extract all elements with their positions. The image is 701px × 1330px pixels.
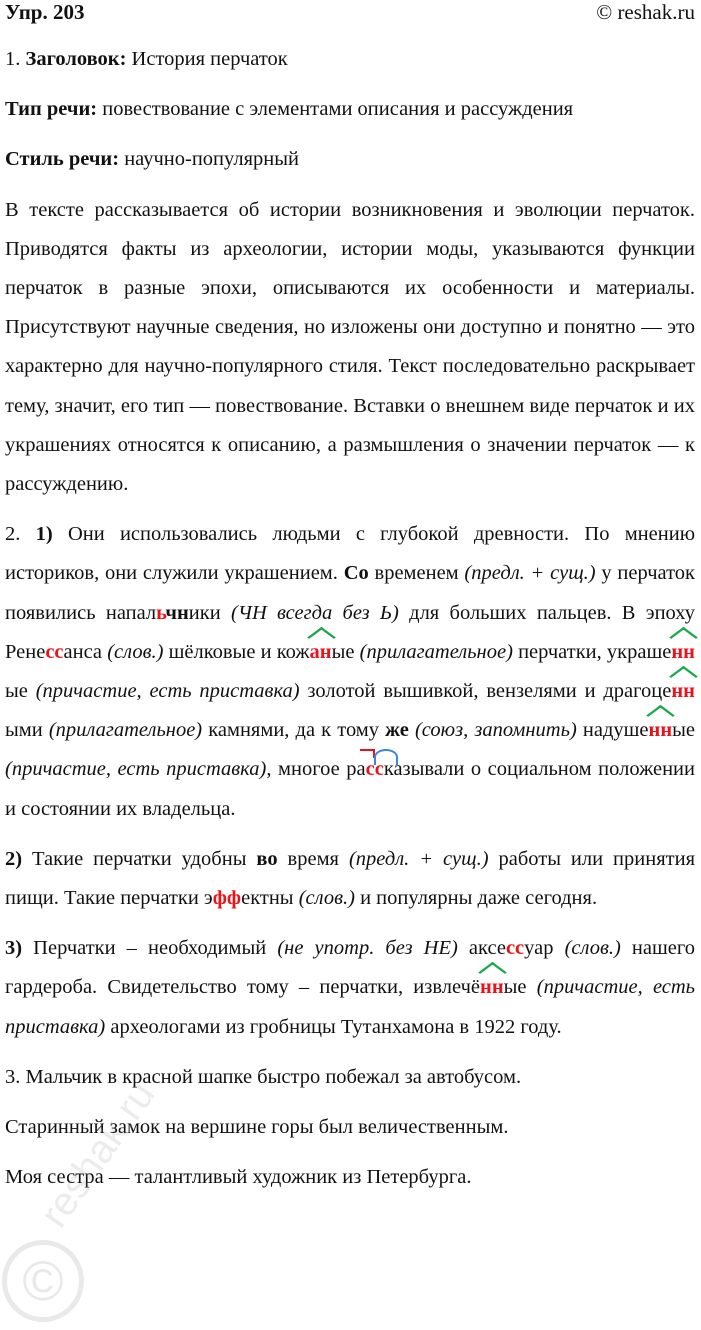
text-segment: научно-популярный — [119, 148, 300, 171]
highlighted-letters: фф — [212, 887, 242, 910]
suffix-mark: ан — [309, 640, 332, 663]
grammar-note: (слов.) — [107, 640, 164, 663]
bold-text: чн — [165, 601, 189, 624]
grammar-note: (предл. + сущ.) — [348, 847, 489, 870]
grammar-note: (ЧН всегда без Ь) — [231, 601, 399, 624]
grammar-note: (причастие, есть приставка) — [35, 680, 300, 703]
text-segment: нашего гардероба. Свидетельство тому – перчатки, извлечё — [5, 937, 695, 999]
highlighted-letters: сс — [505, 937, 525, 960]
grammar-note: (слов.) — [298, 887, 355, 910]
bold-text: 3) — [5, 937, 23, 960]
text-segment: надуше — [576, 719, 649, 742]
copyright: © reshak.ru — [596, 0, 695, 24]
text-segment: аксе — [457, 937, 506, 960]
suffix-mark: нн — [480, 976, 504, 999]
text-segment: работы или принятия пищи. Такие перчатки э — [5, 847, 695, 910]
exercise-text — [5, 40, 695, 1208]
text-segment: казывали о социальном положении и состоянии их владельца. — [5, 758, 695, 820]
text-segment: ектны — [241, 887, 299, 910]
text-segment: временем — [368, 562, 465, 585]
highlighted-letters: ь — [156, 601, 166, 624]
text-segment: ые — [5, 680, 36, 703]
text-segment: перчатки, украше — [512, 640, 672, 663]
text-segment: Перчатки – необходимый — [22, 937, 278, 960]
text-segment: и популярны даже сегодня. — [354, 887, 598, 910]
page-header — [5, 0, 695, 26]
text-segment: ые — [331, 640, 360, 663]
text-segment: ыми — [5, 719, 49, 742]
bold-text: Заголовок: — [25, 48, 127, 70]
text-segment: История перчаток — [126, 48, 288, 70]
suffix-mark: нн — [648, 719, 673, 742]
text-segment: Моя сестра — талантливый художник из Петербурга. — [5, 1166, 472, 1189]
paragraph — [5, 1058, 695, 1097]
text-segment: 2. — [5, 523, 36, 546]
text-segment: уар — [524, 937, 565, 960]
copyright-icon: © — [2, 1240, 84, 1322]
bold-text: же — [385, 719, 409, 742]
grammar-note: (причастие, есть приставка) — [5, 758, 267, 781]
bold-text: во — [256, 847, 278, 870]
prefix-root-mark: сс — [365, 758, 384, 781]
paragraph — [5, 515, 695, 829]
paragraph — [5, 140, 695, 179]
grammar-note: (предл. + сущ.) — [464, 562, 596, 585]
suffix-mark: нн — [671, 640, 695, 663]
text-segment: Они использовались людьми с глубокой древности. По мнению историков, они служили украшением. — [5, 523, 696, 585]
text-segment: время — [277, 847, 349, 870]
text-segment: 1. — [5, 48, 26, 70]
exercise-number: Упр. 203 — [5, 0, 85, 24]
text-segment: 3. Мальчик в красной шапке быстро побежал за автобусом. — [5, 1065, 522, 1088]
text-segment: ые — [503, 976, 537, 999]
paragraph — [5, 1158, 695, 1197]
watermark-text: reshak.ru — [32, 1073, 164, 1236]
bold-text: 2) — [5, 847, 23, 870]
text-segment: Старинный замок на вершине горы был величественным. — [5, 1116, 509, 1139]
grammar-note: (союз, запомнить) — [414, 719, 577, 742]
bold-text: Тип речи: — [5, 98, 98, 121]
paragraph — [5, 40, 695, 79]
bold-text: Со — [343, 562, 369, 585]
text-segment: , многое ра — [266, 758, 366, 781]
grammar-note: (причастие, есть приставка) — [5, 976, 696, 1038]
highlighted-letters: сс — [45, 640, 64, 663]
paragraph — [5, 840, 695, 918]
paragraph — [5, 90, 695, 129]
text-segment: В тексте рассказывается об истории возникновения и эволюции перчаток. Приводятся факты из археологии, истории моды, указываются функции перчаток в разные эпохи, описываются их особенности и материалы. Присутствуют научные сведения, но изложены они доступно и понятно — это характерно для научно-популярного стиля. Текст последовательно раскрывает тему, значит, его тип — повествование. Вставки о внешнем виде перчаток и их украшениях относятся к описанию, а размышления о значении перчаток — к рассуждению. — [5, 198, 695, 496]
text-segment: повествование с элементами описания и рассуждения — [97, 98, 574, 121]
grammar-note: (слов.) — [564, 937, 621, 960]
suffix-mark: нн — [671, 680, 695, 703]
paragraph — [5, 1108, 695, 1147]
text-segment: Такие перчатки удобны — [22, 847, 257, 870]
text-segment: ики — [188, 601, 231, 624]
grammar-note: (прилагательное) — [48, 719, 203, 742]
bold-text: Стиль речи: — [5, 148, 120, 171]
text-segment: камнями, да к тому — [202, 719, 386, 742]
text-segment: археологами из гробницы Тутанхамона в 1922 году. — [105, 1015, 562, 1038]
paragraph — [5, 191, 695, 505]
bold-text: 1) — [35, 523, 53, 546]
text-segment: для больших пальцев. В эпоху Ренe — [5, 601, 696, 663]
text-segment: у перчаток появились напал — [5, 562, 695, 624]
text-segment: шёлковые и кож — [163, 640, 310, 663]
text-segment: анса — [63, 640, 108, 663]
text-segment: ые — [672, 719, 696, 742]
grammar-note: (прилагательное) — [359, 640, 513, 663]
paragraph — [5, 929, 695, 1047]
grammar-note: (не употр. без НЕ) — [277, 937, 458, 960]
text-segment: золотой вышивкой, вензелями и драгоце — [299, 680, 672, 703]
